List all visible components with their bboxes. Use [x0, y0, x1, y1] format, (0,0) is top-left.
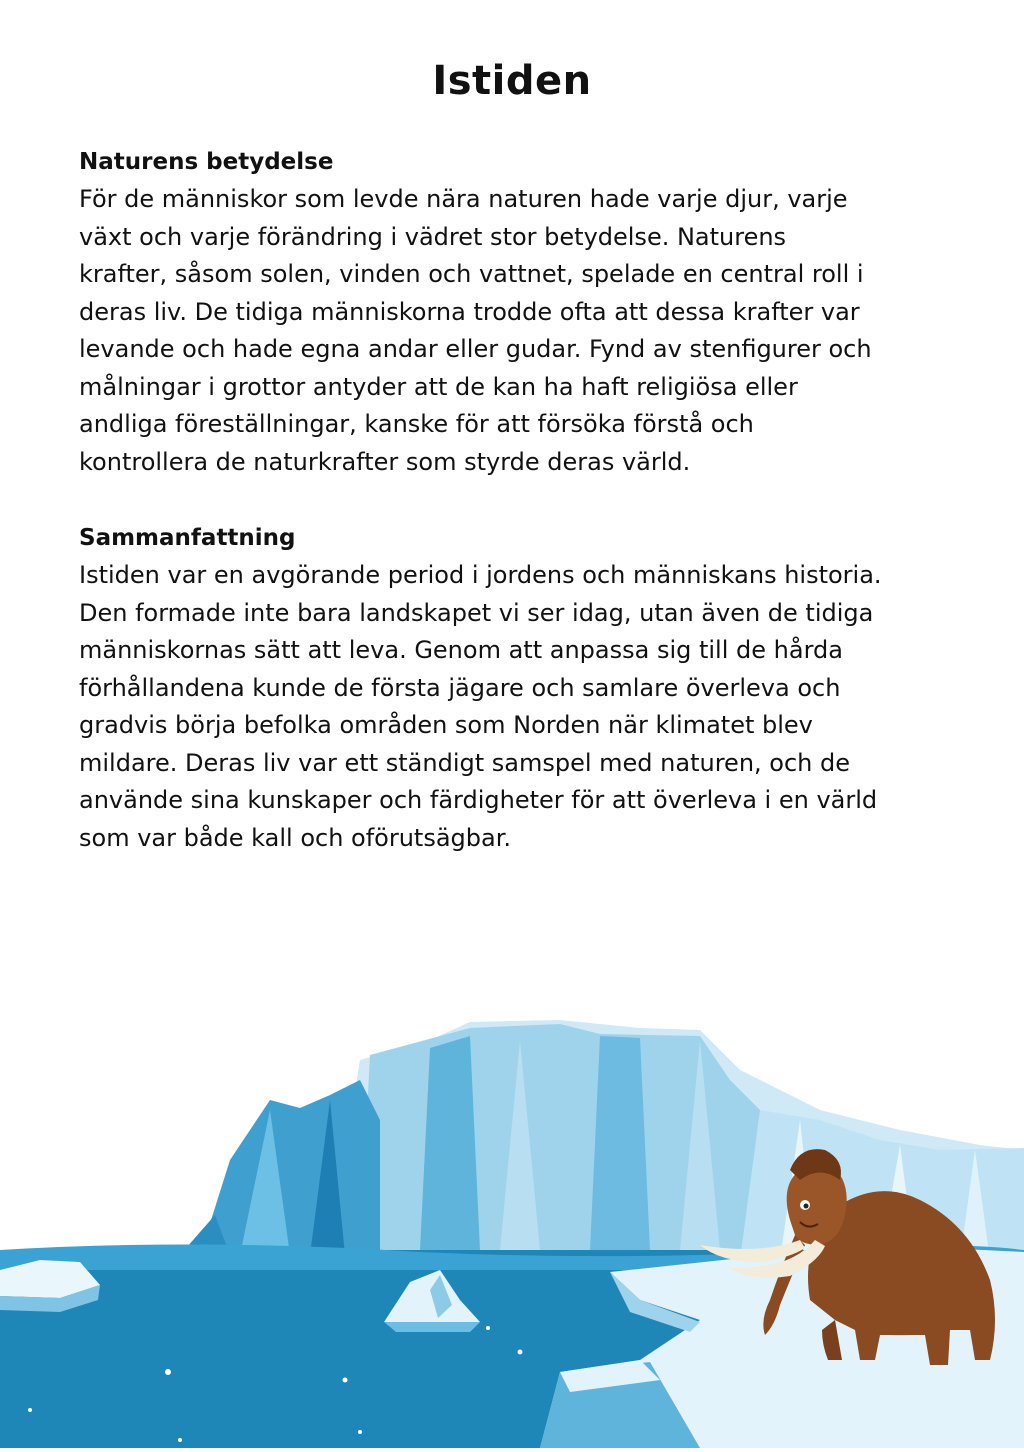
section-naturens-betydelse	[79, 144, 949, 481]
section-sammanfattning	[79, 520, 949, 857]
section-heading: Naturens betydelse	[79, 149, 334, 175]
section-heading: Sammanfattning	[79, 525, 296, 551]
section-paragraph: För de människor som levde nära naturen hade varje djur, varje växt och varje förändring i vädret stor betydelse. Naturens krafter, såsom solen, vinden och vattnet, spelade en central roll i deras liv. De tidiga människorna trodde ofta att dessa krafter var levande och hade egna andar eller gudar. Fynd av stenfigurer och målningar i grottor antyder att de kan ha haft religiösa eller andliga föreställningar, kanske för att försöka förstå och kontrollera de naturkrafter som styrde deras värld.	[79, 185, 872, 476]
page-title: Istiden	[432, 58, 592, 104]
ice-age-landscape-with-mammoth-icon	[0, 1000, 1024, 1448]
section-paragraph: Istiden var en avgörande period i jordens och människans historia. Den formade inte bara landskapet vi ser idag, utan även de tidiga människornas sätt att leva. Genom att anpassa sig till de hårda förhållandena kunde de första jägare och samlare överleva och gradvis börja befolka områden som Norden när klimatet blev mildare. Deras liv var ett ständigt samspel med naturen, och de använde sina kunskaper och färdigheter för att överleva i en värld som var både kall och oförutsägbar.	[79, 561, 882, 852]
ice-age-landscape-illustration	[0, 1000, 1024, 1448]
